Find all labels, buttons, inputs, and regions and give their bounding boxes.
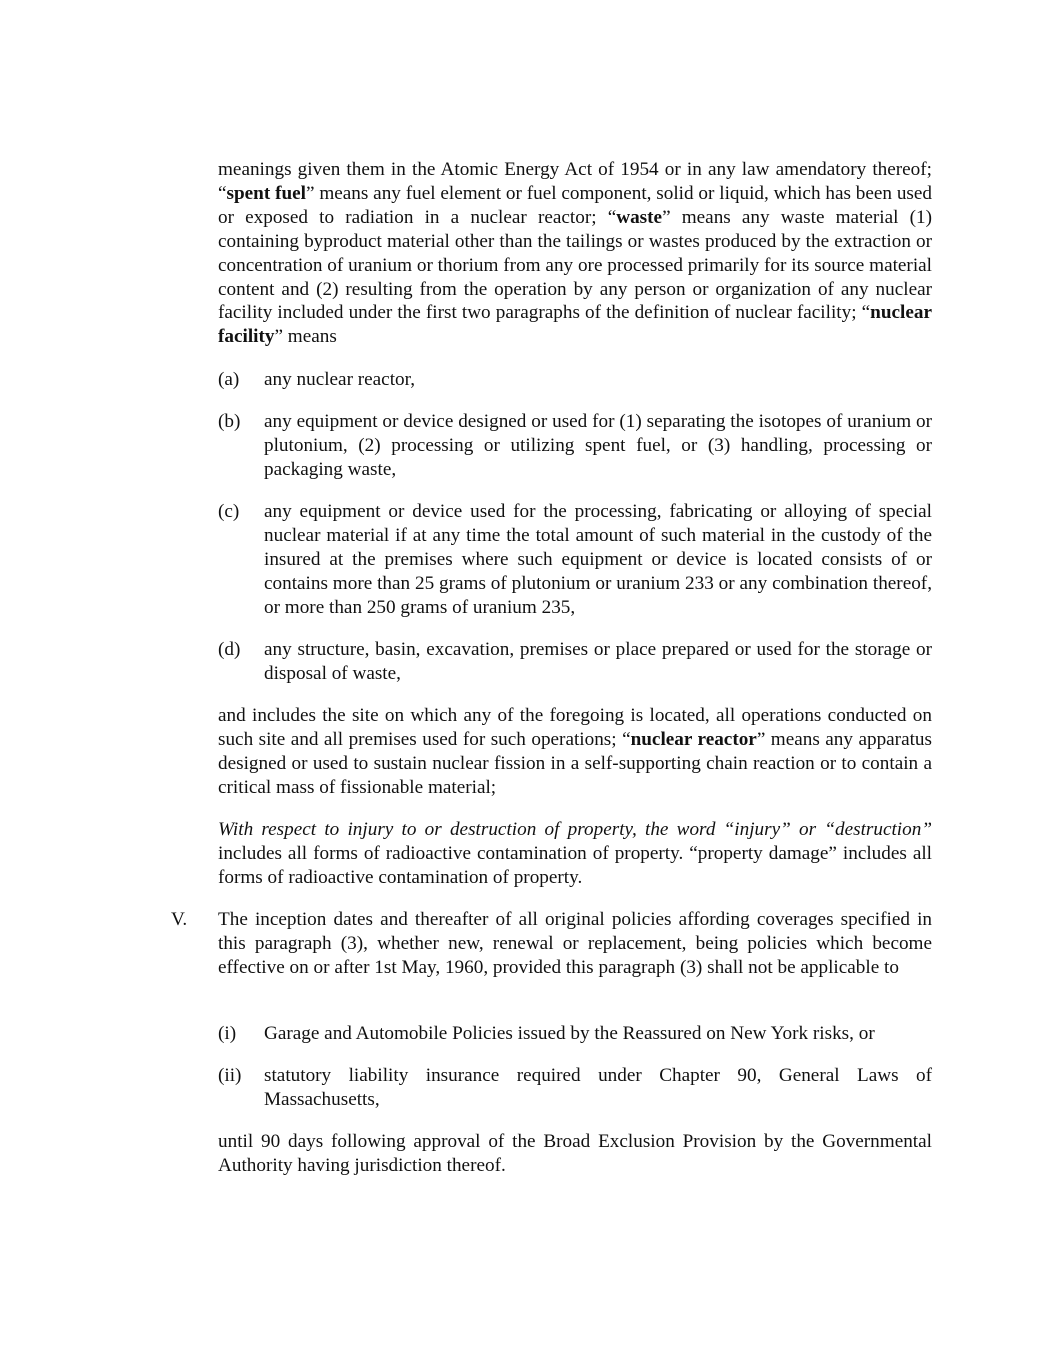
property-italic-text: With respect to injury to or destruction of property, the word “injury” or “destruction”	[218, 819, 932, 840]
includes-text-1: and includes the site on which any of the foregoing is located, all operations conducted on such site and all premises used for such operations; “	[218, 705, 932, 750]
includes-paragraph	[218, 704, 932, 800]
item-ii-text: statutory liability insurance required under Chapter 90, General Laws of Massachusetts,	[264, 1065, 932, 1110]
item-b-text: any equipment or device designed or used for (1) separating the isotopes of uranium or plutonium, (2) processing or utilizing spent fuel, or (3) handling, processing or packaging waste,	[264, 411, 932, 480]
closing-paragraph: until 90 days following approval of the Broad Exclusion Provision by the Governmental Authority having jurisdiction thereof.	[218, 1131, 932, 1176]
item-d-text: any structure, basin, excavation, premises or place prepared or used for the storage or disposal of waste,	[264, 639, 932, 684]
item-a-label: (a)	[218, 369, 240, 390]
term-spent-fuel: spent fuel	[226, 182, 306, 204]
section-v-label: V.	[171, 909, 188, 930]
property-paragraph	[218, 818, 932, 890]
definitions-text-2: ” means any fuel element or fuel component, solid or liquid, which has been used or exposed to radiation in a nuclear reactor; “	[218, 182, 932, 228]
item-a-text: any nuclear reactor,	[264, 369, 416, 390]
definitions-text-4: ” means	[274, 326, 337, 348]
item-ii-label: (ii)	[218, 1065, 242, 1086]
term-waste: waste	[616, 206, 663, 228]
term-nuclear-facility: nuclear facility	[218, 302, 932, 348]
definitions-text-3: ” means any waste material (1) containing byproduct material other than the tailings or wastes produced by the extraction or concentration of uranium or thorium from any ore processed primarily for its source material content and (2) resulting from the operation by any person or organization of any nuclear facility included under the first two paragraphs of the definition of nuclear facility; “	[218, 206, 932, 324]
item-i-text: Garage and Automobile Policies issued by the Reassured on New York risks, or	[264, 1023, 875, 1044]
item-d-label: (d)	[218, 639, 241, 660]
item-b-label: (b)	[218, 411, 241, 432]
property-text: includes all forms of radioactive contamination of property. “property damage” includes all forms of radioactive contamination of property.	[218, 842, 932, 888]
includes-text-2: ” means any apparatus designed or used to sustain nuclear fission in a self-supporting chain reaction or to contain a critical mass of fissionable material;	[218, 728, 932, 798]
definitions-paragraph	[218, 158, 932, 349]
term-nuclear-reactor: nuclear reactor	[630, 728, 757, 750]
item-i-label: (i)	[218, 1023, 237, 1044]
section-v-text: The inception dates and thereafter of all original policies affording coverages specified in this paragraph (3), whether new, renewal or replacement, being policies which become effective on or after 1st May, 1960, provided this paragraph (3) shall not be applicable to	[218, 909, 932, 978]
definitions-text-1: meanings given them in the Atomic Energy Act of 1954 or in any law amendatory thereof; “	[218, 159, 932, 204]
item-c-label: (c)	[218, 501, 240, 522]
item-c-text: any equipment or device used for the processing, fabricating or alloying of special nuclear material if at any time the total amount of such material in the custody of the insured at the premises where such equipment or device is located consists of or contains more than 25 grams of plutonium or uranium 233 or any combination thereof, or more than 250 grams of uranium 235,	[264, 501, 932, 618]
